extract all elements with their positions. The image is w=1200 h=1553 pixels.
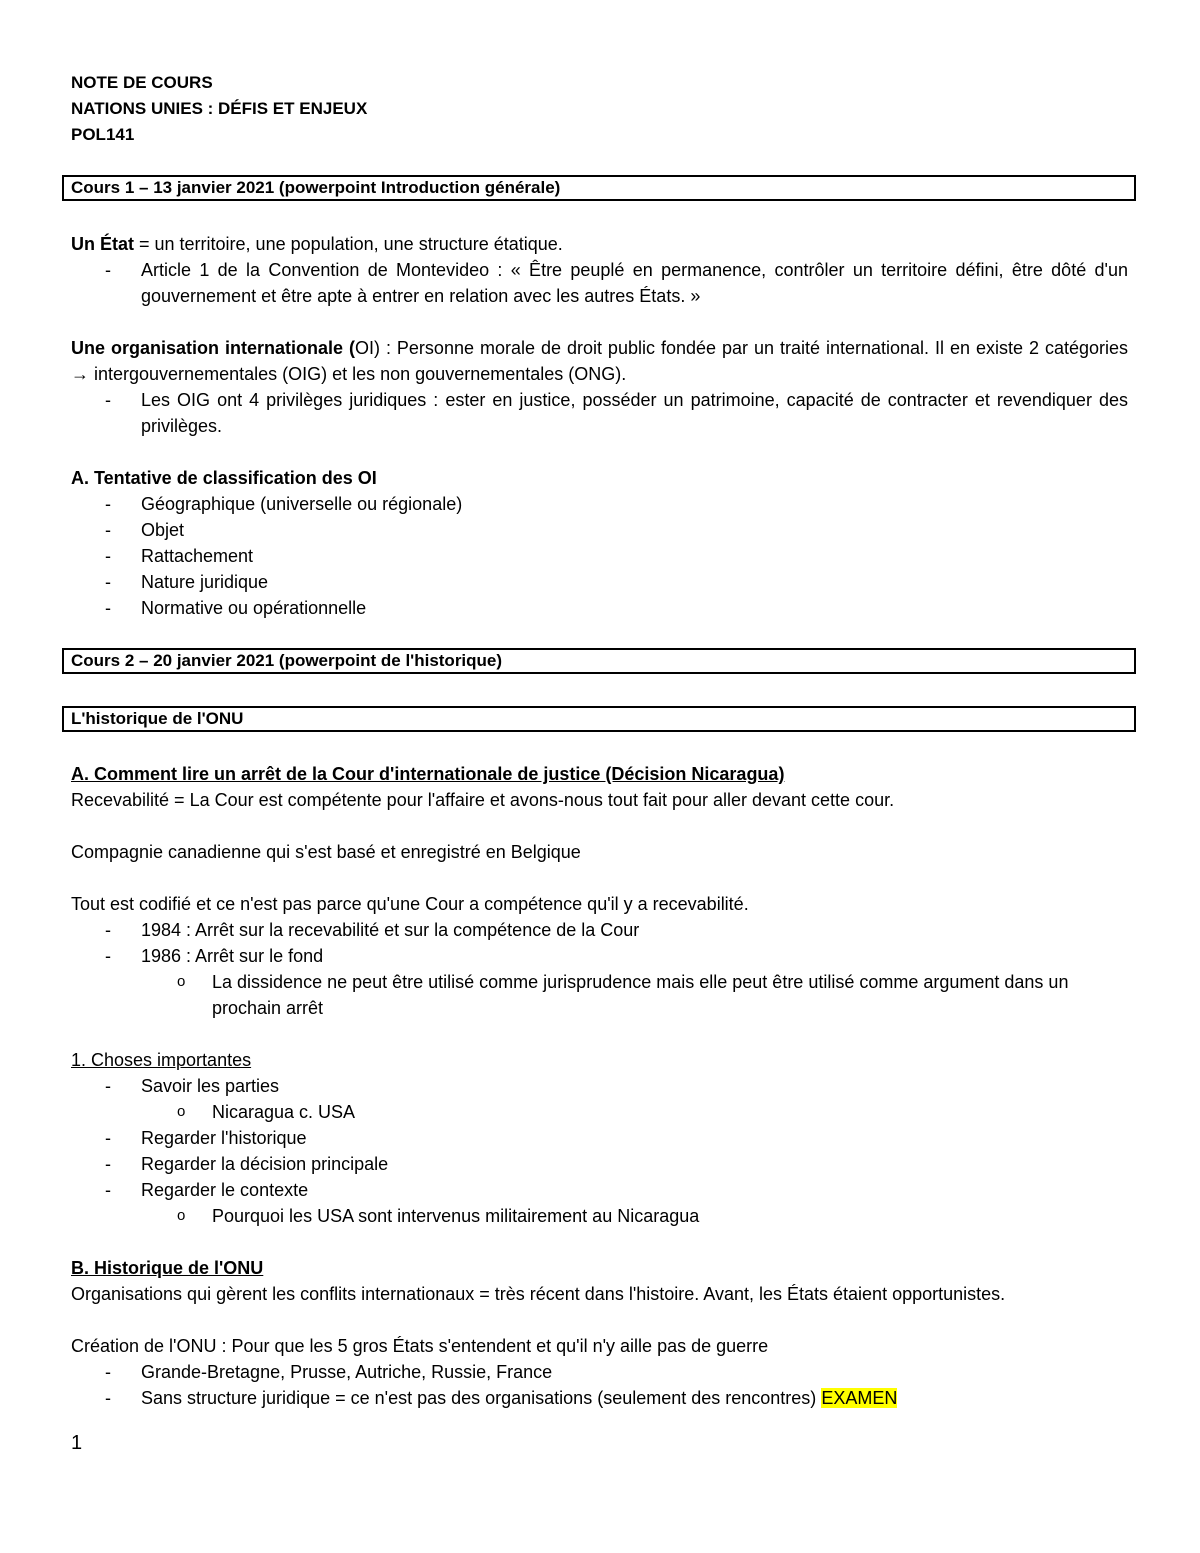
section-a-title: A. Comment lire un arrêt de la Cour d'internationale de justice (Décision Nicaragua) bbox=[71, 764, 785, 784]
cours1-content bbox=[71, 231, 1128, 621]
list-item bbox=[71, 1385, 1128, 1411]
list-item: - Nature juridique bbox=[71, 569, 1128, 595]
list-item: - Les OIG ont 4 privilèges juridiques : ester en justice, posséder un patrimoine, capacité de contracter et revendiquer des privilèges. bbox=[71, 387, 1128, 439]
oi-def: OI) : Personne morale de droit public fondée par un traité international. Il en existe 2 catégories → intergouvernementales (OIG) et les non gouvernementales (ONG). bbox=[71, 338, 1129, 384]
page-number: 1 bbox=[71, 1432, 83, 1454]
list-item: - Article 1 de la Convention de Montevideo : « Être peuplé en permanence, contrôler un territoire défini, être dôté d'un gouvernement et être apte à entrer en relation avec les autres États. » bbox=[71, 257, 1128, 309]
list-item: - Rattachement bbox=[71, 543, 1128, 569]
header-subtitle: NATIONS UNIES : DÉFIS ET ENJEUX bbox=[71, 99, 368, 118]
classification-title: A. Tentative de classification des OI bbox=[71, 468, 377, 488]
creation-text: Création de l'ONU : Pour que les 5 gros États s'entendent et qu'il n'y aille pas de guerre bbox=[71, 1336, 769, 1356]
recevabilite-text: Recevabilité = La Cour est compétente pour l'affaire et avons-nous tout fait pour aller devant cette cour. bbox=[71, 790, 895, 810]
list-item: - Grande-Bretagne, Prusse, Autriche, Russie, France bbox=[71, 1359, 1128, 1385]
list-item: - Savoir les parties bbox=[71, 1073, 1128, 1099]
list-item: - 1984 : Arrêt sur la recevabilité et sur la compétence de la Cour bbox=[71, 917, 1128, 943]
list-item: - 1986 : Arrêt sur le fond bbox=[71, 943, 1128, 969]
etat-definition bbox=[71, 231, 1128, 257]
organisations-text: Organisations qui gèrent les conflits internationaux = très récent dans l'histoire. Avant, les États étaient opportunistes. bbox=[71, 1284, 1006, 1304]
historique-box: L'historique de l'ONU bbox=[62, 706, 1136, 732]
sub-list-item: o Nicaragua c. USA bbox=[71, 1099, 1128, 1125]
header-course-code: POL141 bbox=[71, 125, 135, 144]
etat-def: = un territoire, une population, une structure étatique. bbox=[134, 234, 563, 254]
header-title: NOTE DE COURS bbox=[71, 73, 213, 92]
sub-list-item: o La dissidence ne peut être utilisé comme jurisprudence mais elle peut être utilisé comme argument dans un prochain arrêt bbox=[71, 969, 1128, 1021]
examen-highlight: EXAMEN bbox=[821, 1388, 898, 1408]
list-item: - Regarder l'historique bbox=[71, 1125, 1128, 1151]
cours1-box: Cours 1 – 13 janvier 2021 (powerpoint Introduction générale) bbox=[62, 175, 1136, 201]
cours2-box: Cours 2 – 20 janvier 2021 (powerpoint de l'historique) bbox=[62, 648, 1136, 674]
oi-term: Une organisation internationale ( bbox=[71, 338, 355, 358]
section-b-title: B. Historique de l'ONU bbox=[71, 1258, 264, 1278]
sans-structure-text: Sans structure juridique = ce n'est pas des organisations (seulement des rencontres) bbox=[141, 1388, 822, 1408]
list-item: - Normative ou opérationnelle bbox=[71, 595, 1128, 621]
list-item: - Regarder le contexte bbox=[71, 1177, 1128, 1203]
compagnie-text: Compagnie canadienne qui s'est basé et enregistré en Belgique bbox=[71, 842, 581, 862]
list-item: - Regarder la décision principale bbox=[71, 1151, 1128, 1177]
oi-definition bbox=[71, 335, 1128, 387]
codifie-text: Tout est codifié et ce n'est pas parce qu'une Cour a compétence qu'il y a recevabilité. bbox=[71, 894, 749, 914]
choses-title: 1. Choses importantes bbox=[71, 1050, 252, 1070]
list-item: - Géographique (universelle ou régionale) bbox=[71, 491, 1128, 517]
sub-list-item: o Pourquoi les USA sont intervenus militairement au Nicaragua bbox=[71, 1203, 1128, 1229]
document-header bbox=[71, 70, 1128, 148]
list-item: - Objet bbox=[71, 517, 1128, 543]
etat-term: Un État bbox=[71, 234, 134, 254]
cours2-content bbox=[71, 761, 1128, 1411]
